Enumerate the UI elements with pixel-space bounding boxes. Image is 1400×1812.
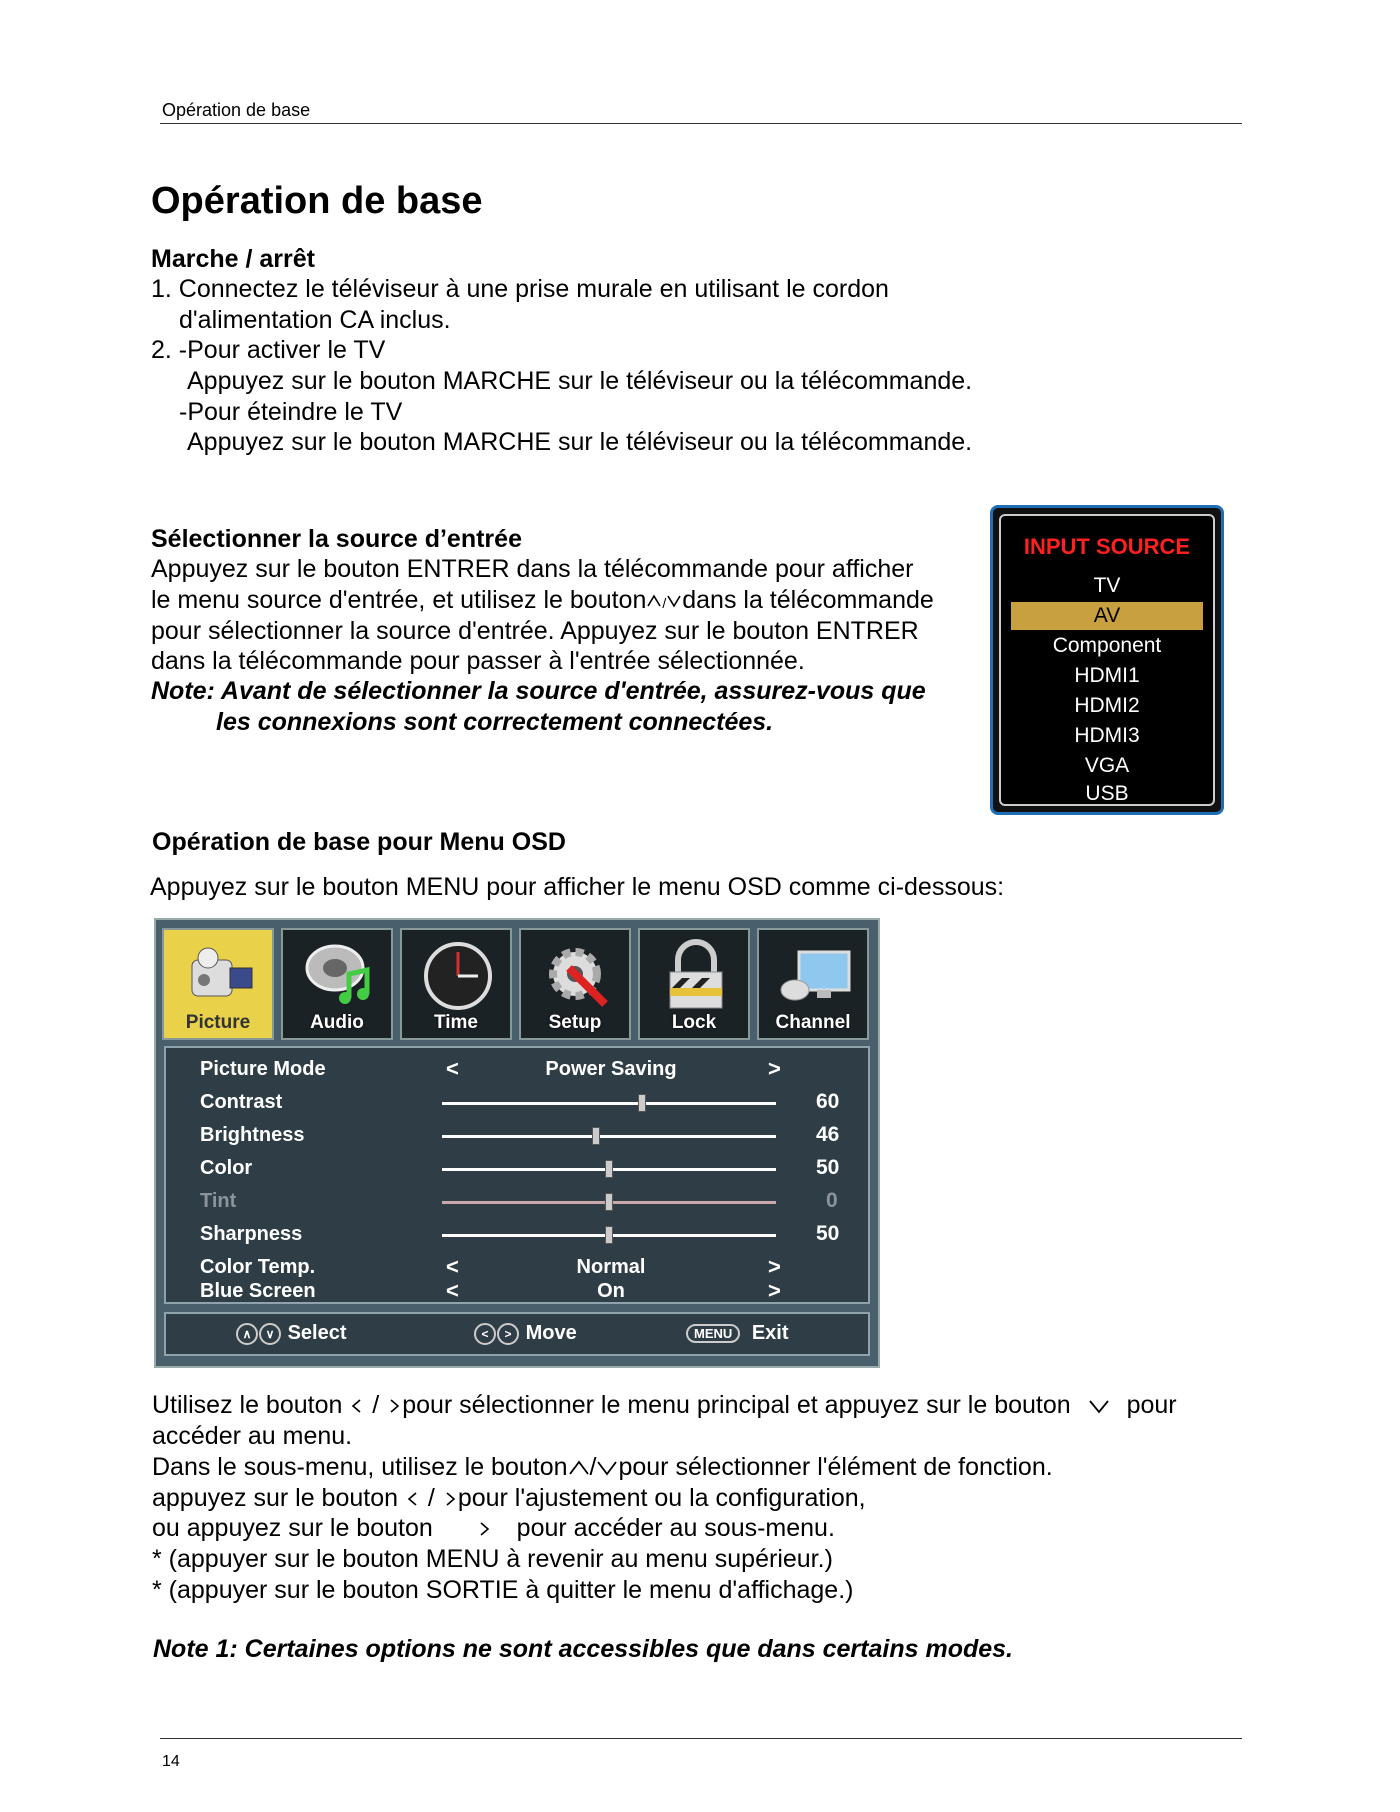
input-source-item[interactable]: Component bbox=[1052, 634, 1162, 657]
contrast-value: 60 bbox=[816, 1090, 840, 1113]
final-note: Note 1: Certaines options ne sont accessibles que dans certains modes. bbox=[153, 1635, 1013, 1663]
instr-l3-sep: / bbox=[589, 1453, 597, 1481]
tint-slider bbox=[442, 1201, 776, 1204]
down-arrow-icon bbox=[1088, 1398, 1110, 1414]
tint-slider-knob bbox=[605, 1193, 613, 1211]
osd-intro: Appuyez sur le bouton MENU pour afficher le menu OSD comme ci-dessous: bbox=[150, 873, 1005, 901]
input-line-1: Appuyez sur le bouton ENTRER dans la télécommande pour afficher bbox=[151, 555, 914, 583]
input-line-2 bbox=[151, 585, 934, 619]
tab-label: Audio bbox=[310, 1012, 364, 1033]
footer-move bbox=[474, 1322, 577, 1345]
tab-label: Lock bbox=[671, 1012, 717, 1033]
down-arrow-icon bbox=[596, 1460, 618, 1476]
tab-label: Setup bbox=[548, 1012, 602, 1033]
lock-icon bbox=[658, 938, 734, 1014]
instr-line-2: accéder au menu. bbox=[152, 1422, 353, 1450]
clock-icon bbox=[420, 938, 496, 1014]
speaker-music-icon bbox=[301, 938, 377, 1014]
blue-screen-right-arrow[interactable]: > bbox=[768, 1278, 781, 1303]
contrast-slider-knob[interactable] bbox=[638, 1094, 646, 1112]
instr-l4b: pour l'ajustement ou la configuration, bbox=[457, 1484, 866, 1512]
instr-l3b: pour sélectionner l'élément de fonction. bbox=[618, 1453, 1053, 1481]
tint-value: 0 bbox=[826, 1189, 838, 1212]
input-note-2: les connexions sont correctement connectées. bbox=[216, 708, 774, 736]
down-key-icon: ∨ bbox=[259, 1323, 281, 1345]
power-line-1: 1. Connectez le téléviseur à une prise murale en utilisant le cordon bbox=[151, 275, 889, 303]
input-source-item[interactable]: VGA bbox=[1084, 754, 1130, 777]
down-arrow-icon bbox=[666, 593, 682, 609]
footer-exit bbox=[686, 1322, 789, 1345]
brightness-slider[interactable] bbox=[442, 1135, 776, 1138]
color-label: Color bbox=[200, 1157, 253, 1179]
tint-label: Tint bbox=[200, 1190, 237, 1212]
picture-mode-left-arrow[interactable]: < bbox=[446, 1056, 459, 1081]
right-arrow-icon bbox=[386, 1398, 402, 1414]
instr-line-3 bbox=[152, 1452, 1053, 1483]
header-rule bbox=[160, 123, 1242, 124]
right-arrow-icon bbox=[442, 1491, 458, 1507]
tab-label: Channel bbox=[775, 1012, 851, 1033]
osd-menu bbox=[154, 918, 880, 1368]
tab-channel[interactable] bbox=[757, 928, 869, 1040]
tab-time[interactable] bbox=[400, 928, 512, 1040]
sharpness-slider-knob[interactable] bbox=[605, 1226, 613, 1244]
color-value: 50 bbox=[816, 1156, 840, 1179]
input-source-item[interactable]: HDMI2 bbox=[1074, 694, 1140, 717]
picture-mode-right-arrow[interactable]: > bbox=[768, 1056, 781, 1081]
osd-footer bbox=[164, 1312, 870, 1356]
power-line-2: d'alimentation CA inclus. bbox=[179, 306, 451, 334]
instr-line-4 bbox=[152, 1483, 866, 1514]
color-slider-knob[interactable] bbox=[605, 1160, 613, 1178]
sharpness-slider[interactable] bbox=[442, 1234, 776, 1237]
color-temp-left-arrow[interactable]: < bbox=[446, 1254, 459, 1279]
right-key-icon: > bbox=[497, 1323, 519, 1345]
brightness-value: 46 bbox=[816, 1123, 840, 1146]
osd-heading: Opération de base pour Menu OSD bbox=[152, 828, 566, 856]
left-key-icon: < bbox=[474, 1323, 496, 1345]
input-line-2-sep: / bbox=[662, 595, 667, 611]
tab-setup[interactable] bbox=[519, 928, 631, 1040]
instr-l4a: appuyez sur le bouton bbox=[152, 1484, 399, 1512]
instr-l5b: pour accéder au sous-menu. bbox=[516, 1514, 835, 1542]
page-number: 14 bbox=[162, 1753, 180, 1770]
power-line-4: Appuyez sur le bouton MARCHE sur le téléviseur ou la télécommande. bbox=[187, 367, 973, 395]
left-arrow-icon bbox=[405, 1491, 421, 1507]
tab-lock[interactable] bbox=[638, 928, 750, 1040]
menu-key-icon: MENU bbox=[686, 1324, 740, 1343]
instr-l4-sep: / bbox=[427, 1484, 435, 1512]
color-temp-label: Color Temp. bbox=[200, 1256, 316, 1278]
input-line-2a: le menu source d'entrée, et utilisez le bouton bbox=[151, 586, 647, 614]
contrast-label: Contrast bbox=[200, 1091, 283, 1113]
color-slider[interactable] bbox=[442, 1168, 776, 1171]
up-key-icon: ∧ bbox=[236, 1323, 258, 1345]
input-source-title: INPUT SOURCE bbox=[1023, 534, 1191, 559]
input-line-2b: dans la télécommande bbox=[682, 586, 934, 614]
up-arrow-icon bbox=[568, 1460, 590, 1476]
left-arrow-icon bbox=[349, 1398, 365, 1414]
instr-line-5 bbox=[152, 1513, 835, 1544]
instr-l1b: pour sélectionner le menu principal et appuyez sur le bouton bbox=[402, 1391, 1071, 1419]
picture-mode-label: Picture Mode bbox=[200, 1058, 326, 1080]
input-line-3: pour sélectionner la source d'entrée. Appuyez sur le bouton ENTRER bbox=[151, 617, 919, 645]
picture-mode-value[interactable]: Power Saving bbox=[545, 1058, 677, 1080]
page-title: Opération de base bbox=[151, 180, 483, 222]
power-line-6: Appuyez sur le bouton MARCHE sur le téléviseur ou la télécommande. bbox=[187, 428, 973, 456]
running-header: Opération de base bbox=[162, 100, 311, 120]
tab-audio[interactable] bbox=[281, 928, 393, 1040]
sharpness-label: Sharpness bbox=[200, 1223, 303, 1245]
power-heading: Marche / arrêt bbox=[151, 245, 315, 273]
right-arrow-icon bbox=[476, 1521, 492, 1537]
instr-line-6: * (appuyer sur le bouton MENU à revenir au menu supérieur.) bbox=[152, 1545, 833, 1573]
blue-screen-label: Blue Screen bbox=[200, 1280, 316, 1302]
tv-satellite-icon bbox=[777, 938, 853, 1014]
tab-label: Picture bbox=[185, 1012, 251, 1033]
tab-picture[interactable] bbox=[162, 928, 274, 1040]
color-temp-right-arrow[interactable]: > bbox=[768, 1254, 781, 1279]
input-line-4: dans la télécommande pour passer à l'entrée sélectionnée. bbox=[151, 647, 805, 675]
instr-l1a: Utilisez le bouton bbox=[152, 1391, 343, 1419]
power-line-5: -Pour éteindre le TV bbox=[179, 398, 403, 426]
input-source-item-selected[interactable]: AV bbox=[1011, 602, 1203, 630]
footer-rule bbox=[160, 1738, 1242, 1739]
input-source-item[interactable]: HDMI3 bbox=[1074, 724, 1140, 747]
input-source-item[interactable]: HDMI1 bbox=[1074, 664, 1140, 687]
input-note-1: Note: Avant de sélectionner la source d'entrée, assurez-vous que bbox=[151, 677, 926, 705]
input-heading: Sélectionner la source d’entrée bbox=[151, 525, 522, 553]
gear-wrench-icon bbox=[539, 938, 615, 1014]
blue-screen-value[interactable]: On bbox=[597, 1280, 625, 1302]
picture-settings-panel bbox=[164, 1046, 870, 1304]
instr-l3a: Dans le sous-menu, utilisez le bouton bbox=[152, 1453, 568, 1481]
footer-exit-label: Exit bbox=[751, 1322, 789, 1344]
sharpness-value: 50 bbox=[816, 1222, 840, 1245]
brightness-label: Brightness bbox=[200, 1124, 305, 1146]
instr-l1-sep: / bbox=[372, 1391, 380, 1419]
input-source-menu bbox=[990, 505, 1224, 815]
instr-line-7: * (appuyer sur le bouton SORTIE à quitter le menu d'affichage.) bbox=[152, 1576, 854, 1604]
input-source-item[interactable]: TV bbox=[1093, 574, 1121, 597]
camera-icon bbox=[182, 938, 258, 1014]
footer-select-label: Select bbox=[287, 1322, 347, 1344]
tab-label: Time bbox=[433, 1012, 478, 1033]
input-source-item[interactable]: USB bbox=[1085, 782, 1129, 805]
blue-screen-left-arrow[interactable]: < bbox=[446, 1278, 459, 1303]
footer-select bbox=[236, 1322, 347, 1345]
input-source-inner bbox=[999, 514, 1215, 806]
brightness-slider-knob[interactable] bbox=[592, 1127, 600, 1145]
color-temp-value[interactable]: Normal bbox=[576, 1256, 646, 1278]
instr-line-1 bbox=[152, 1390, 1232, 1421]
instr-l1c: pour bbox=[1126, 1391, 1177, 1419]
power-line-3: 2. -Pour activer le TV bbox=[151, 336, 386, 364]
contrast-slider[interactable] bbox=[442, 1102, 776, 1105]
footer-move-label: Move bbox=[525, 1322, 577, 1344]
instr-l5a: ou appuyez sur le bouton bbox=[152, 1514, 433, 1542]
up-arrow-icon bbox=[646, 593, 662, 609]
